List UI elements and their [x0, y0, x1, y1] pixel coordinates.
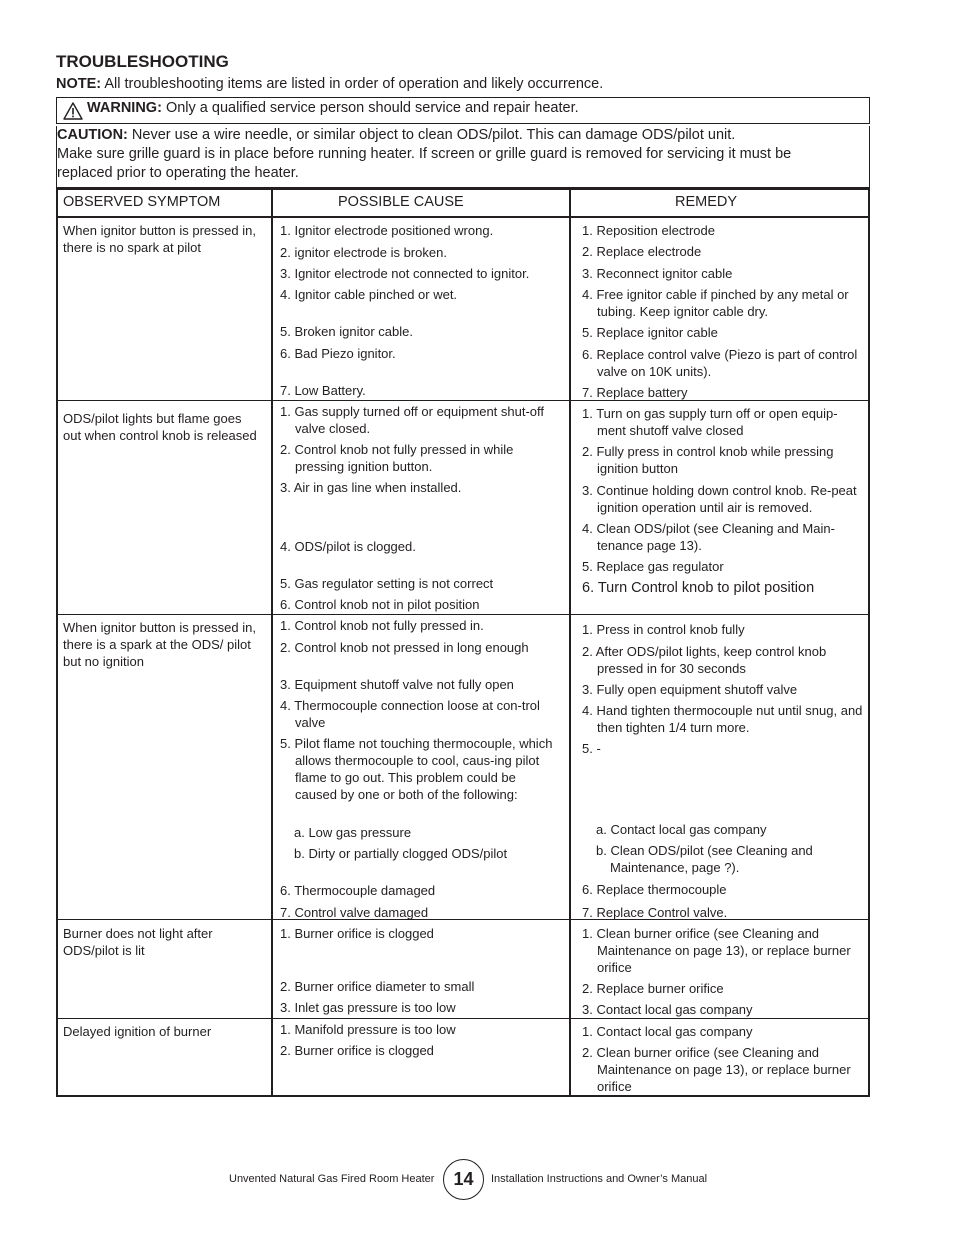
remedy-item: 2. After ODS/pilot lights, keep control knob pressed in for 30 seconds: [582, 644, 827, 676]
remedy-subitem: a. Contact local gas company: [596, 822, 767, 837]
remedy-item: 2. Clean burner orifice (see Cleaning and Maintenance on page 13), or replace burner orifice: [582, 1045, 851, 1094]
row-divider: [58, 614, 868, 615]
remedy-item: 1. Reposition electrode: [582, 223, 715, 238]
page-number: 14: [443, 1159, 484, 1200]
cause-item: 2. Control knob not pressed in long enough: [280, 640, 529, 655]
cause-subitem: a. Low gas pressure: [294, 825, 412, 840]
remedy-item: 4. Clean ODS/pilot (see Cleaning and Main-tenance page 13).: [582, 521, 835, 553]
remedy-item: 6. Turn Control knob to pilot position: [582, 580, 815, 596]
caution-line-3: replaced prior to operating the heater.: [57, 165, 299, 181]
remedy-item: 3. Continue holding down control knob. Re-peat ignition operation until air is removed.: [582, 483, 857, 515]
warning-label: WARNING:: [87, 100, 162, 116]
footer-manual-title: Installation Instructions and Owner’s Manual: [491, 1173, 708, 1185]
remedy-item: 2. Replace burner orifice: [582, 981, 724, 996]
cause-item: 2. ignitor electrode is broken.: [280, 245, 447, 260]
cause-item: 3. Ignitor electrode not connected to ignitor.: [280, 266, 530, 281]
cause-item: 1. Manifold pressure is too low: [280, 1022, 456, 1037]
page-title: TROUBLESHOOTING: [56, 52, 229, 71]
cause-item: 1. Burner orifice is clogged: [280, 926, 434, 941]
symptom-cell: When ignitor button is pressed in, there is no spark at pilot: [63, 223, 256, 255]
caution-line-2: Make sure grille guard is in place before running heater. If screen or grille guard is removed for servicing it must be: [57, 146, 792, 162]
header-cause: POSSIBLE CAUSE: [338, 194, 464, 210]
cause-item: 4. Ignitor cable pinched or wet.: [280, 287, 458, 302]
cause-item: 5. Pilot flame not touching thermocouple, which allows thermocouple to cool, caus-ing pilot flame to go out. This problem could be caused by one or both of the following:: [280, 736, 553, 802]
note-text: All troubleshooting items are listed in order of operation and likely occurrence.: [101, 76, 604, 92]
cause-item: 2. Burner orifice diameter to small: [280, 979, 475, 994]
cause-item: 3. Air in gas line when installed.: [280, 480, 462, 495]
cause-item: 1. Ignitor electrode positioned wrong.: [280, 223, 494, 238]
cause-item: 7. Control valve damaged: [280, 905, 429, 920]
remedy-item: 6. Replace thermocouple: [582, 882, 727, 897]
remedy-item: 5. -: [582, 741, 601, 756]
cause-item: 6. Bad Piezo ignitor.: [280, 346, 396, 361]
remedy-item: 4. Hand tighten thermocouple nut until snug, and then tighten 1/4 turn more.: [582, 703, 863, 735]
cause-item: 4. Thermocouple connection loose at con-trol valve: [280, 698, 540, 730]
remedy-item: 3. Fully open equipment shutoff valve: [582, 682, 798, 697]
remedy-item: 5. Replace gas regulator: [582, 559, 724, 574]
caution-box: [56, 126, 870, 188]
remedy-item: 5. Replace ignitor cable: [582, 325, 718, 340]
remedy-item: 2. Fully press in control knob while pressing ignition button: [582, 444, 834, 476]
warning-box: [56, 97, 870, 124]
cause-item: 3. Inlet gas pressure is too low: [280, 1000, 456, 1015]
cause-item: 5. Gas regulator setting is not correct: [280, 576, 494, 591]
remedy-item: 7. Replace Control valve.: [582, 905, 728, 920]
column-divider: [271, 190, 273, 1095]
warning-text: Only a qualified service person should service and repair heater.: [161, 100, 579, 116]
troubleshooting-table: [56, 188, 870, 1097]
remedy-item: 1. Contact local gas company: [582, 1024, 753, 1039]
remedy-item: 3. Contact local gas company: [582, 1002, 753, 1017]
header-symptom: OBSERVED SYMPTOM: [63, 194, 221, 210]
caution-label: CAUTION:: [57, 127, 128, 143]
note-label: NOTE:: [56, 76, 102, 92]
remedy-item: 1. Clean burner orifice (see Cleaning and Maintenance on page 13), or replace burner orifice: [582, 926, 851, 975]
column-divider: [569, 190, 571, 1095]
symptom-cell: When ignitor button is pressed in, there is a spark at the ODS/ pilot but no ignition: [63, 620, 256, 669]
remedy-item: 1. Press in control knob fully: [582, 622, 745, 637]
cause-subitem: b. Dirty or partially clogged ODS/pilot: [294, 846, 508, 861]
remedy-item: 1. Turn on gas supply turn off or open equip-ment shutoff valve closed: [582, 406, 838, 438]
symptom-cell: Delayed ignition of burner: [63, 1024, 212, 1039]
cause-item: 1. Control knob not fully pressed in.: [280, 618, 484, 633]
cause-item: 4. ODS/pilot is clogged.: [280, 539, 416, 554]
cause-item: 7. Low Battery.: [280, 383, 366, 398]
cause-item: 2. Control knob not fully pressed in while pressing ignition button.: [280, 442, 514, 474]
caution-line-1: [57, 126, 869, 145]
cause-item: 6. Control knob not in pilot position: [280, 597, 480, 612]
warning-text-wrap: [87, 100, 579, 116]
cause-item: 1. Gas supply turned off or equipment shut-off valve closed.: [280, 404, 545, 436]
cause-item: 2. Burner orifice is clogged: [280, 1043, 434, 1058]
header-divider: [58, 216, 868, 218]
warning-triangle-icon: [63, 102, 83, 120]
note-line: [56, 76, 603, 92]
cause-item: 3. Equipment shutoff valve not fully open: [280, 677, 514, 692]
symptom-cell: ODS/pilot lights but flame goes out when control knob is released: [63, 411, 257, 443]
cause-item: 6. Thermocouple damaged: [280, 883, 436, 898]
footer-product-title: Unvented Natural Gas Fired Room Heater: [229, 1173, 435, 1185]
cause-item: 5. Broken ignitor cable.: [280, 324, 413, 339]
remedy-item: 7. Replace battery: [582, 385, 688, 400]
caution-text: Never use a wire needle, or similar object to clean ODS/pilot. This can damage ODS/pilot unit.: [127, 127, 736, 143]
remedy-item: 2. Replace electrode: [582, 244, 702, 259]
remedy-item: 4. Free ignitor cable if pinched by any metal or tubing. Keep ignitor cable dry.: [582, 287, 849, 319]
symptom-cell: Burner does not light after ODS/pilot is lit: [63, 926, 213, 958]
row-divider: [58, 1018, 868, 1019]
header-remedy: REMEDY: [675, 194, 738, 210]
remedy-subitem: b. Clean ODS/pilot (see Cleaning and Maintenance, page ?).: [596, 843, 813, 875]
remedy-item: 3. Reconnect ignitor cable: [582, 266, 733, 281]
remedy-item: 6. Replace control valve (Piezo is part of control valve on 10K units).: [582, 347, 858, 379]
